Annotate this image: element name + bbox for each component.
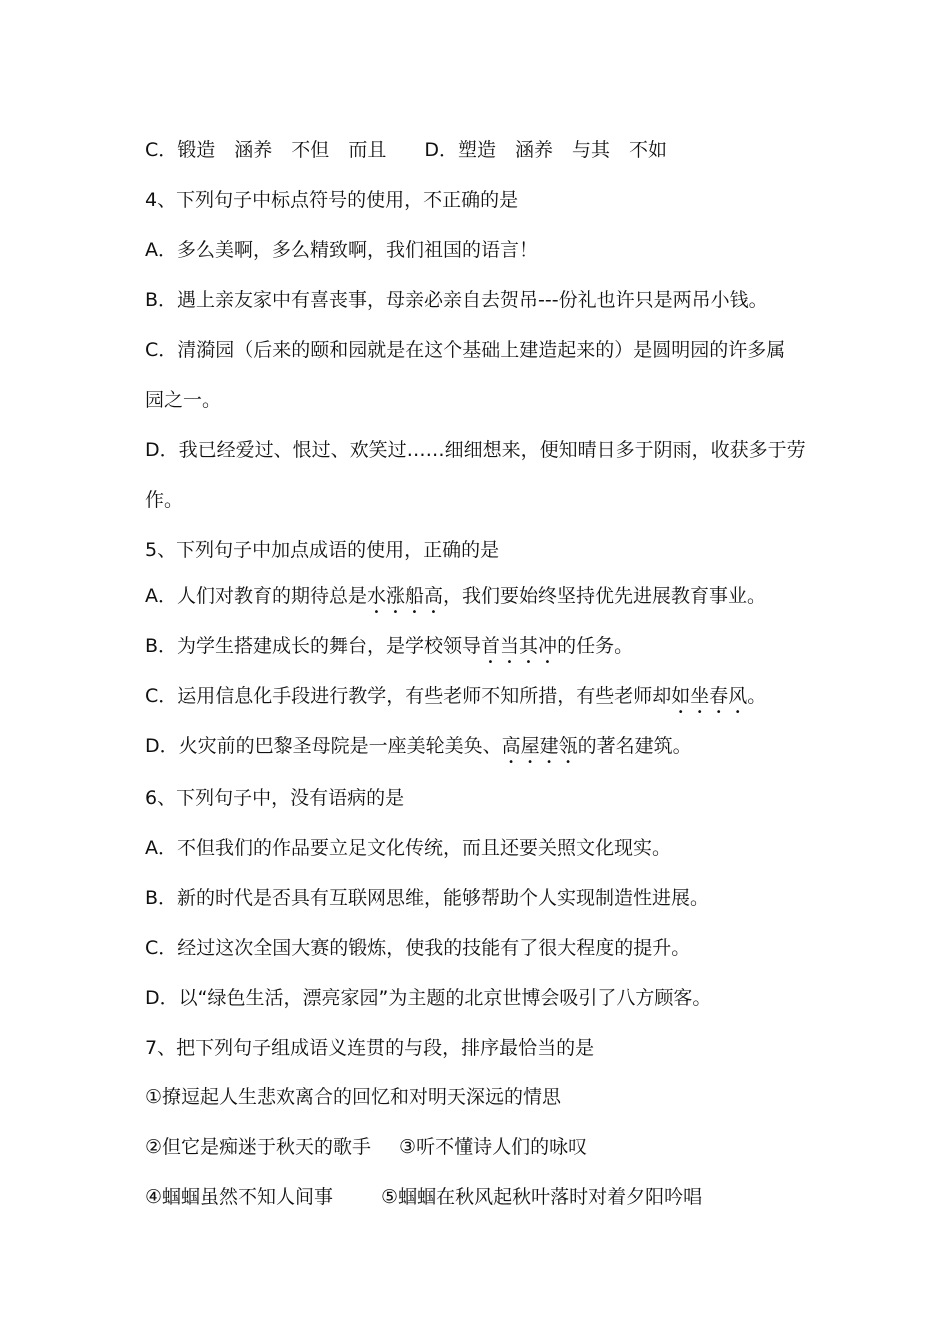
q4-option-a: A．多么美啊，多么精致啊，我们祖国的语言！: [145, 239, 538, 261]
q5-b-idiom: 首当其冲: [481, 635, 558, 657]
question-4: 4、下列句子中标点符号的使用，不正确的是: [145, 189, 519, 211]
q5-a-pre: A．人们对教育的期待总是: [145, 585, 367, 607]
q7-sentences-4-5: [145, 1184, 702, 1210]
question-6: 6、下列句子中，没有语病的是: [145, 787, 405, 809]
option-d-word1: D．塑造: [424, 139, 496, 161]
q7-sentence-4: ④蝈蝈虽然不知人间事: [145, 1186, 334, 1208]
q4-option-c: C．清漪园（后来的颐和园就是在这个基础上建造起来的）是圆明园的许多属: [145, 339, 786, 361]
q4-option-d: D．我已经爱过、恨过、欢笑过……细细想来，便知晴日多于阴雨，收获多于劳: [145, 439, 806, 461]
option-c-word3: 不但: [291, 139, 330, 161]
q7-sentence-2: ②但它是痴迷于秋天的歌手: [145, 1136, 372, 1158]
q4-option-d-cont: 作。: [145, 489, 184, 511]
q5-c-post: 。: [747, 685, 767, 707]
option-c-word1: C．锻造: [145, 139, 216, 161]
q5-a-idiom: 水涨船高: [367, 585, 444, 607]
q7-sentence-3: ③听不懂诗人们的咏叹: [399, 1136, 588, 1158]
q5-c-idiom: 如坐春风: [671, 685, 748, 707]
q6-option-b: B．新的时代是否具有互联网思维，能够帮助个人实现制造性进展。: [145, 887, 710, 909]
q5-option-d: [145, 733, 692, 768]
q5-a-post: ，我们要始终坚持优先进展教育事业。: [443, 585, 767, 607]
q5-b-pre: B．为学生搭建成长的舞台，是学校领导: [145, 635, 482, 657]
q7-sentences-2-3: [145, 1134, 587, 1160]
q4-option-c-cont: 园之一。: [145, 389, 222, 411]
option-d-word2: 涵养: [514, 139, 553, 161]
q5-option-a: [145, 583, 766, 618]
q6-option-d: D．以“绿色生活，漂亮家园”为主题的北京世博会吸引了八方顾客。: [145, 987, 712, 1009]
q7-sentence-1: ①撩逗起人生悲欢离合的回忆和对明天深远的情思: [145, 1086, 562, 1108]
option-line-c-d: [145, 137, 667, 163]
q5-d-idiom: 高屋建瓴: [501, 735, 578, 757]
option-d-word4: 不如: [629, 139, 668, 161]
q5-option-b: [145, 633, 633, 668]
option-c-word2: 涵养: [234, 139, 273, 161]
q5-c-pre: C．运用信息化手段进行教学，有些老师不知所措，有些老师却: [145, 685, 672, 707]
q4-option-b: B．遇上亲友家中有喜丧事，母亲必亲自去贺吊---份礼也许只是两吊小钱。: [145, 289, 768, 311]
q6-option-a: A．不但我们的作品要立足文化传统，而且还要关照文化现实。: [145, 837, 671, 859]
q5-d-pre: D．火灾前的巴黎圣母院是一座美轮美奂、: [145, 735, 502, 757]
q5-b-post: 的任务。: [557, 635, 634, 657]
q5-option-c: [145, 683, 766, 718]
option-c-word4: 而且: [348, 139, 387, 161]
question-7: 7、把下列句子组成语义连贯的与段，排序最恰当的是: [145, 1037, 595, 1059]
q7-sentence-5: ⑤蝈蝈在秋风起秋叶落时对着夕阳吟唱: [381, 1186, 703, 1208]
question-5: 5、下列句子中加点成语的使用，正确的是: [145, 539, 500, 561]
q5-d-post: 的著名建筑。: [577, 735, 692, 757]
option-d-word3: 与其: [571, 139, 610, 161]
q6-option-c: C．经过这次全国大赛的锻炼，使我的技能有了很大程度的提升。: [145, 937, 691, 959]
